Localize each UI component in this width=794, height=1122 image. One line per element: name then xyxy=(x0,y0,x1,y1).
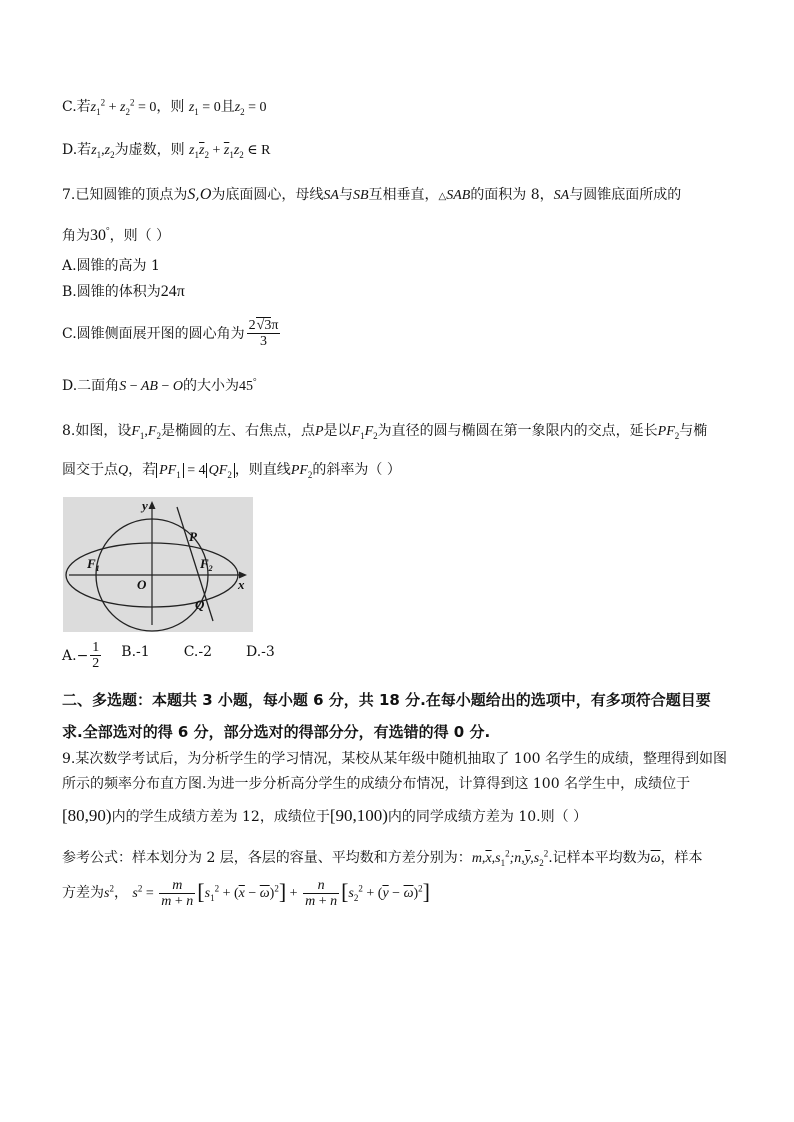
formula: $z_1^2 + z_2^2 = 0$ xyxy=(90,97,157,117)
q8-stem-line2: 圆交于点Q，若 $PF_1 = 4$ $QF_2$ ，则直线$PF_2$的斜率为（ ） xyxy=(62,462,401,480)
q7-option-a: A.圆锥的高为 1 xyxy=(62,258,160,274)
fraction: $\frac{1}{2}$ xyxy=(92,640,100,672)
q8-option-a: A.− $\frac{1}{2}$ xyxy=(62,640,100,672)
label-x: x xyxy=(238,577,245,592)
label-p: P xyxy=(189,529,197,544)
q7-stem-line2: 角为30°，则（ ） xyxy=(62,225,171,244)
q7-option-d: D.二面角S − AB − O的大小为45° xyxy=(62,376,257,394)
q6-option-c: C.若$z_1^2 + z_2^2 = 0$，则 $z_1 = 0$且$z_2 = 0$ xyxy=(62,97,267,117)
q7-option-c: C.圆锥侧面展开图的圆心角为 $\frac{2√3\pi}{3}$ xyxy=(62,318,279,350)
q9-ref-line1: 参考公式：样本划分为 2 层，各层的容量、平均数和方差分别为：$m,\overline{x},s_1^2;n,\overline{y},s_2^2$.记样本平均数为$\overline{\omega}$，样本 xyxy=(62,848,703,868)
label-f1: $F_1$ xyxy=(87,556,100,573)
q9-line2: 所示的频率分布直方图.为进一步分析高分学生的成绩分布情况，计算得到这 100 名学生中，成绩位于 xyxy=(62,776,691,792)
section2-title-line2: 求.全部选对的得 6 分，部分选对的得部分分，有选错的得 0 分. xyxy=(62,723,491,741)
y-axis-arrow xyxy=(149,501,156,509)
label-y: y xyxy=(142,498,148,513)
label-o: O xyxy=(137,577,147,592)
section2-title-line1: 二、多选题：本题共 3 小题，每小题 6 分，共 18 分.在每小题给出的选项中，有多项符合题目要 xyxy=(62,691,711,709)
q8-option-b: B.-1 xyxy=(121,643,150,660)
q8-option-c: C.-2 xyxy=(183,643,212,660)
q8-stem-line1: 8.如图，设$F_1,F_2$是椭圆的左、右焦点，点P是以$F_1F_2$为直径的圆与椭圆在第一象限内的交点，延长$PF_2$与椭 xyxy=(62,423,708,441)
variance-formula: $s^2$ = $\frac{m}{m + n}$ $[s_1^2 + (\overline{x} - \overline{\omega})^2]$ + $\frac{n}{m + n}$ $[s_2^2 + (\overline{y} - \overline{\omega})^2]$ xyxy=(132,878,430,910)
label-q: Q xyxy=(195,597,205,612)
q7-option-b: B.圆锥的体积为24π xyxy=(62,283,185,300)
q9-line3: [80,90)内的学生成绩方差为 12，成绩位于[90,100)内的同学成绩方差为 10.则（ ） xyxy=(62,806,588,825)
fraction: $\frac{2√3\pi}{3}$ xyxy=(248,318,279,350)
ellipse-circle-figure xyxy=(63,497,253,632)
q9-line1: 9.某次数学考试后，为分析学生的学习情况，某校从某年级中随机抽取了 100 名学生的成绩，整理得到如图 xyxy=(62,751,727,767)
q8-option-d: D.-3 xyxy=(246,643,275,660)
q9-ref-line2: 方差为$s^2$， $s^2$ = $\frac{m}{m + n}$ $[s_1^2 + (\overline{x} - \overline{\omega})^2]$ + $\frac{n}{m + n}$ $[s_2^2 + (\overline{y} - \overline{\omega})^2]$ xyxy=(62,878,430,910)
label-f2: $F_2$ xyxy=(200,556,213,573)
q8-options xyxy=(62,640,309,672)
q6-option-d: D.若$z_1,z_2$为虚数，则 $z_1\overline{z}_2 + \overline{z}_1z_2$ ∈ R xyxy=(62,142,271,160)
q7-stem-line1: 7.已知圆锥的顶点为S,O为底面圆心，母线SA与SB互相垂直，△SAB的面积为 8，SA与圆锥底面所成的 xyxy=(62,186,682,203)
figure-svg xyxy=(63,497,253,632)
